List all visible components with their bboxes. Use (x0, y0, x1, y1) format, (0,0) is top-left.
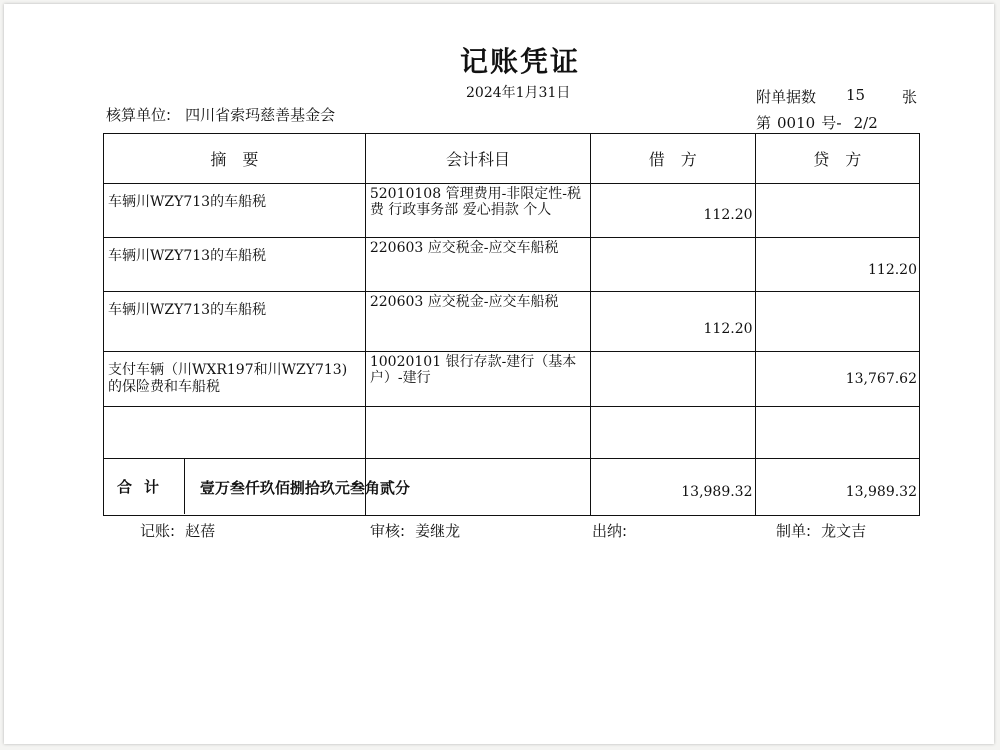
attachment-count (756, 86, 918, 107)
bookkeeper-name: 赵蓓 (185, 522, 216, 540)
header-summary: 摘 要 (104, 134, 366, 184)
header-debit: 借 方 (591, 134, 755, 184)
table-row (104, 292, 920, 352)
row-debit: 112.20 (591, 184, 755, 238)
bookkeeper-label: 记账: (140, 522, 176, 540)
row-debit (591, 352, 755, 407)
attachment-number: 15 (846, 86, 866, 104)
table-row (104, 184, 920, 238)
voucher-date: 2024年1月31日 (466, 85, 571, 101)
row-credit: 13,767.62 (755, 352, 919, 407)
row-debit (591, 238, 755, 292)
row-summary: 支付车辆（川WXR197和川WZY713)的保险费和车船税 (104, 352, 366, 407)
attachment-label: 附单据数 (756, 88, 817, 106)
row-account: 10020101 银行存款-建行（基本户）-建行 (365, 352, 590, 407)
row-debit: 112.20 (591, 292, 755, 352)
row-summary (104, 407, 366, 459)
table-row (104, 238, 920, 292)
reviewer (370, 520, 460, 541)
cashier-label: 出纳: (592, 522, 628, 540)
voucher-prefix: 第 (756, 114, 772, 132)
row-debit (591, 407, 755, 459)
preparer (776, 520, 866, 541)
row-account: 52010108 管理费用-非限定性-税费 行政事务部 爱心捐款 个人 (365, 184, 590, 238)
voucher-no: 0010 (777, 114, 816, 132)
reviewer-label: 审核: (370, 522, 406, 540)
row-summary: 车辆川WZY713的车船税 (104, 292, 366, 352)
table-row (104, 352, 920, 407)
voucher-title: 记账凭证 (459, 45, 580, 78)
row-credit (755, 407, 919, 459)
reviewer-name: 姜继龙 (415, 522, 461, 540)
accounting-unit-label: 核算单位: (106, 106, 172, 124)
total-words: 壹万叁仟玖佰捌拾玖元叁角贰分 (195, 459, 420, 516)
table-row-empty (104, 407, 920, 459)
total-debit: 13,989.32 (591, 459, 755, 516)
bookkeeper (140, 520, 215, 541)
total-credit: 13,989.32 (755, 459, 919, 516)
row-summary: 车辆川WZY713的车船税 (104, 238, 366, 292)
preparer-label: 制单: (776, 522, 812, 540)
table-header-row (104, 134, 920, 184)
row-account (365, 407, 590, 459)
voucher-suffix: 号- (821, 114, 842, 132)
voucher-page: 2/2 (853, 114, 878, 132)
voucher-table (103, 133, 920, 516)
total-row (104, 459, 920, 516)
voucher-number (756, 112, 884, 133)
row-account: 220603 应交税金-应交车船税 (365, 292, 590, 352)
cashier (592, 520, 637, 541)
row-credit (755, 292, 919, 352)
row-summary: 车辆川WZY713的车船税 (104, 184, 366, 238)
header-credit: 贷 方 (755, 134, 919, 184)
row-credit (755, 184, 919, 238)
total-label: 合计 (104, 459, 185, 514)
accounting-unit-value: 四川省索玛慈善基金会 (185, 106, 336, 124)
row-account: 220603 应交税金-应交车船税 (365, 238, 590, 292)
attachment-unit: 张 (902, 88, 918, 106)
accounting-unit (106, 104, 335, 125)
header-account: 会计科目 (365, 134, 590, 184)
preparer-name: 龙文吉 (821, 522, 867, 540)
row-credit: 112.20 (755, 238, 919, 292)
